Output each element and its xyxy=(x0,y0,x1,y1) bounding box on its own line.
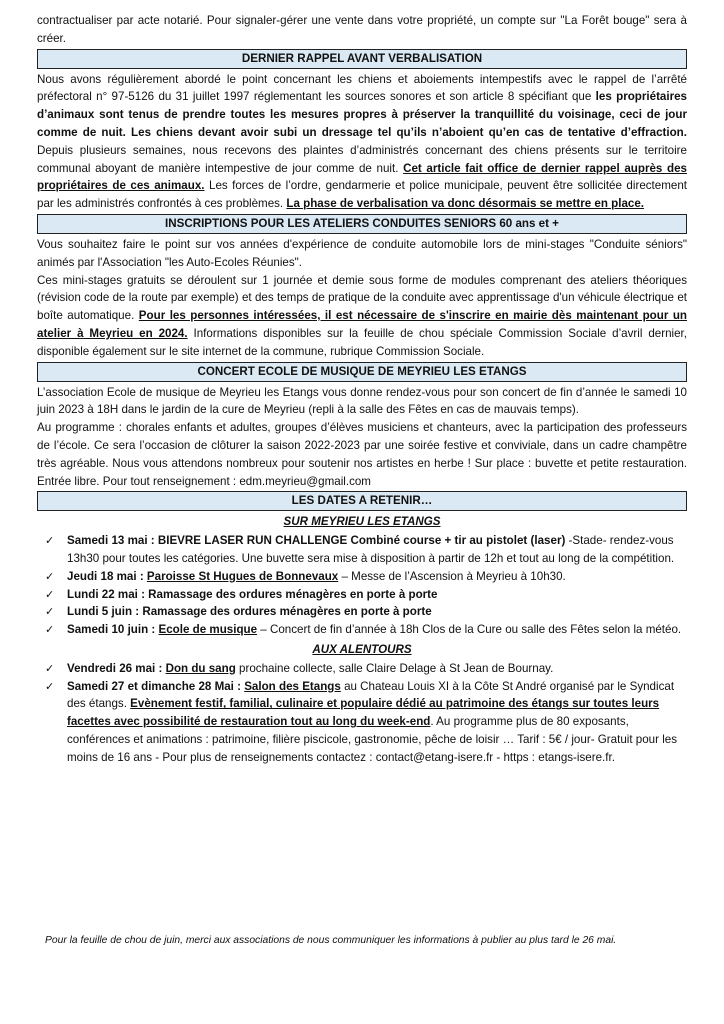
date-bold: Samedi 13 mai : BIEVRE LASER RUN CHALLENGE Combiné course + tir au pistolet (laser) xyxy=(67,534,566,548)
seniors-text-1: Vous souhaitez faire le point sur vos années d'expérience de conduite automobile lors de mini-stages "Conduite séniors" animés par l'Association "les Auto-Ecoles Réunies". xyxy=(37,237,687,269)
concert-text-1: L’association Ecole de musique de Meyrieu les Etangs vous donne rendez-vous pour son concert de fin d’année le samedi 10 juin 2023 à 18H dans le jardin de la cure de Meyrieu (repli à la salle des Fêtes en cas de mauvais temps). xyxy=(37,385,687,417)
date-text: -Stade- rendez-vous 13h30 pour toutes les catégories. Une buvette sera mise à disposition à partir de 12h et tout au long de la compétition. xyxy=(67,534,675,565)
rappel-text-3: Les forces de l’ordre, gendarmerie et police municipale, peuvent être sollicitée directement par les administrés confrontés à ces problèmes. xyxy=(37,179,688,211)
list-item xyxy=(37,532,687,568)
dates-list-alentours xyxy=(37,660,687,767)
checkmark-icon: ✓ xyxy=(45,587,55,601)
date-bold: Samedi 27 et dimanche 28 Mai : xyxy=(67,679,245,693)
date-underline: Ecole de musique xyxy=(158,623,258,637)
date-text: – Concert de fin d’année à 18h Clos de la Cure ou salle des Fêtes selon la météo. xyxy=(257,623,682,637)
checkmark-icon: ✓ xyxy=(45,534,55,548)
seniors-paragraph-1 xyxy=(37,236,687,272)
date-text: – Messe de l’Ascension à Meyrieu à 10h30. xyxy=(338,569,566,583)
checkmark-icon: ✓ xyxy=(45,661,55,675)
rappel-underline-1: Cet article fait office de dernier rappel auprès des propriétaires de ces animaux. xyxy=(37,161,687,193)
list-item xyxy=(37,568,687,586)
concert-paragraph-1 xyxy=(37,384,687,420)
section-header-rappel: DERNIER RAPPEL AVANT VERBALISATION xyxy=(37,49,687,69)
seniors-paragraph-2 xyxy=(37,272,687,361)
section-header-seniors: INSCRIPTIONS POUR LES ATELIERS CONDUITES SENIORS 60 ans et + xyxy=(37,214,687,234)
date-bold: Samedi 10 juin : xyxy=(67,623,159,637)
date-bold: Jeudi 18 mai : xyxy=(67,569,147,583)
concert-paragraph-2 xyxy=(37,419,687,490)
concert-text-2: Au programme : chorales enfants et adultes, groupes d’élèves musiciens et chanteurs, avec la participation des professeurs de l’école. Ce sera l’occasion de clôturer la saison 2022-2023 par une soirée festive et conviviale, dans un cadre champêtre très agréable. Nous vous attendons nombreux pour soutenir nos artistes en herbe ! Sur place : buvette et petite restauration. Entrée libre. Pour tout renseignement : edm.meyrieu@gmail.com xyxy=(37,421,687,488)
checkmark-icon: ✓ xyxy=(45,605,55,619)
rappel-text-2: Depuis plusieurs semaines, nous recevons des plaintes d’administrés concernant des chiens présents sur le territoire communal aboyant de manière intempestive de jour comme de nuit. xyxy=(37,143,687,175)
seniors-text-2a: Ces mini-stages gratuits se déroulent sur 1 journée et demie sous forme de modules comprenant des ateliers théoriques (révision code de la route par exemple) et des temps de pratique de la conduite avec apprentissage d'un véhicule électrique et boîte automatique. xyxy=(37,273,687,323)
section-header-concert: CONCERT ECOLE DE MUSIQUE DE MEYRIEU LES ETANGS xyxy=(37,362,687,382)
subheading-alentours: AUX ALENTOURS xyxy=(312,642,412,656)
checkmark-icon: ✓ xyxy=(45,679,55,693)
footer-note: Pour la feuille de chou de juin, merci aux associations de nous communiquer les informations à publier au plus tard le 26 mai. xyxy=(45,935,617,946)
date-bold: Lundi 22 mai : Ramassage des ordures ménagères en porte à porte xyxy=(67,587,438,601)
date-bold: Lundi 5 juin : Ramassage des ordures ménagères en porte à porte xyxy=(67,605,432,619)
rappel-paragraph xyxy=(37,71,687,213)
intro-text: contractualiser par acte notarié. Pour signaler-gérer une vente dans votre propriété, un compte sur "La Forêt bouge" sera à créer. xyxy=(37,14,687,45)
dates-list-meyrieu xyxy=(37,532,687,639)
rappel-bold-1: les propriétaires d’animaux sont tenus de prendre toutes les mesures propres à préserver la tranquillité du voisinage, ceci de jour comme de nuit. Les chiens devant avoir subi un dressage tel qu’ils n’aboient qu’en cas de tentative d’effraction. xyxy=(37,90,688,139)
intro-paragraph xyxy=(37,12,687,48)
rappel-underline-2: La phase de verbalisation va donc désormais se mettre en place. xyxy=(286,197,645,211)
rappel-text-1: Nous avons régulièrement abordé le point concernant les chiens et aboiements intempestifs avec le rappel de l’arrêté préfectoral n° 97-5126 du 31 juillet 1997 réglementant les sources sonores et son article 8 spécifiant que xyxy=(37,72,687,104)
date-text: au Chateau Louis XI à la Côte St André organisé par le Syndicat des étangs. xyxy=(67,679,675,711)
date-underline: Salon des Etangs xyxy=(244,679,341,693)
seniors-underline: Pour les personnes intéressées, il est nécessaire de s'inscrire en mairie dès maintenant pour un atelier à Meyrieu en 2024. xyxy=(37,309,687,340)
section-header-dates: LES DATES A RETENIR… xyxy=(37,491,687,511)
checkmark-icon: ✓ xyxy=(45,623,55,637)
date-underline-2: Evènement festif, familial, culinaire et populaire dédié au patrimoine des étangs sur toutes leurs facettes avec possibilité de restauration tout au long du week-end xyxy=(67,697,660,729)
date-text: prochaine collecte, salle Claire Delage à St Jean de Bournay. xyxy=(235,661,554,675)
list-item xyxy=(37,678,687,767)
list-item xyxy=(37,603,687,621)
list-item xyxy=(37,660,687,678)
date-underline: Don du sang xyxy=(165,661,236,675)
subheading-meyrieu: SUR MEYRIEU LES ETANGS xyxy=(283,515,441,529)
list-item xyxy=(37,621,687,639)
date-underline: Paroisse St Hugues de Bonnevaux xyxy=(146,569,339,583)
newsletter-page xyxy=(37,12,687,766)
date-bold: Vendredi 26 mai : xyxy=(67,661,166,675)
list-item xyxy=(37,586,687,604)
checkmark-icon: ✓ xyxy=(45,569,55,583)
date-text-2: . Au programme plus de 80 exposants, conférences et animations : patrimoine, filière piscicole, gastronomie, pêche de loisir … Tarif : 5€ / jour- Gratuit pour les moins de 16 ans - Pour plus de renseignements contactez : contact@etang-isere.fr - https : etangs-isere.fr. xyxy=(67,715,678,764)
seniors-text-2b: Informations disponibles sur la feuille de chou spéciale Commission Sociale d’avril dernier, disponible également sur le site internet de la commune, rubrique Commission Sociale. xyxy=(37,326,687,358)
